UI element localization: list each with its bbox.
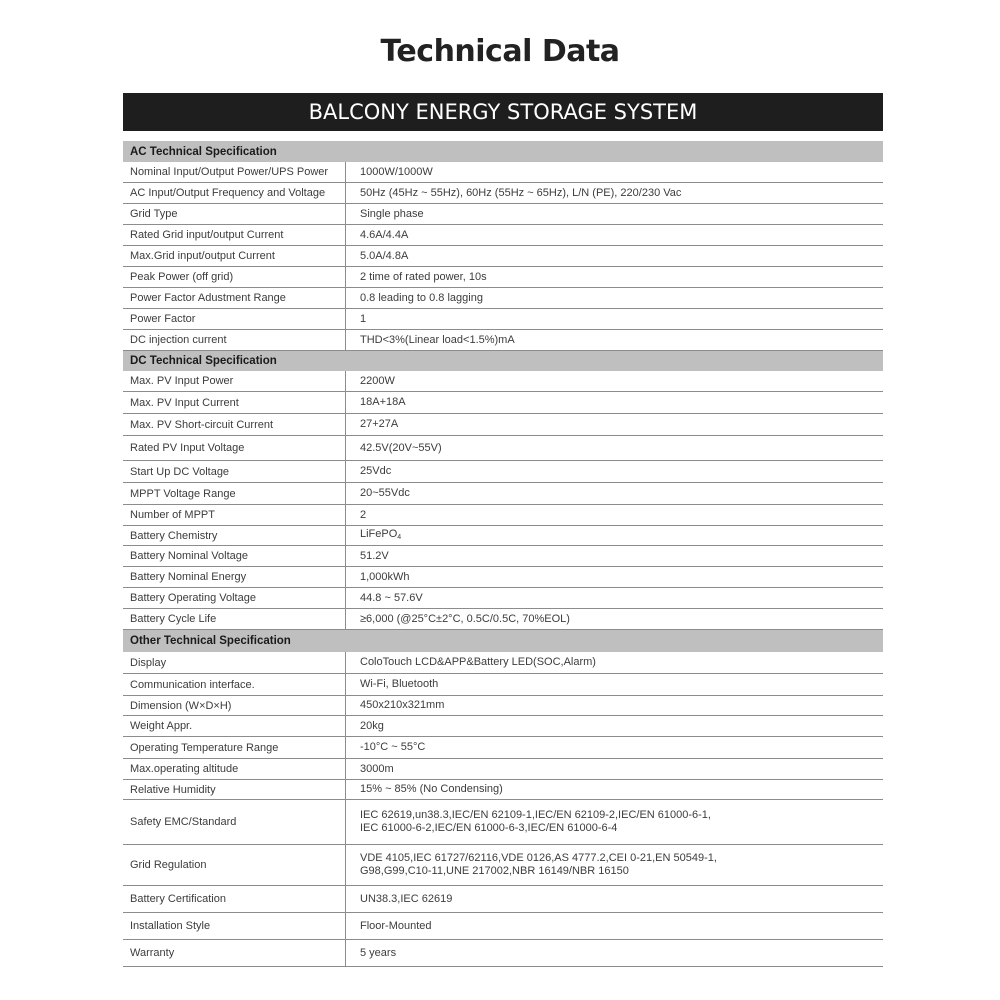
spec-value (346, 334, 883, 347)
spec-label: Warranty (123, 940, 346, 966)
spec-value-line-2: G98,G99,C10-11,UNE 217002,NBR 16149/NBR 16150 (360, 865, 629, 877)
spec-label: Safety EMC/Standard (123, 800, 346, 844)
spec-value-text: 44.8 ~ 57.6V (360, 591, 423, 604)
spec-row (123, 461, 883, 483)
subscript: 4 (397, 533, 402, 541)
spec-row (123, 371, 883, 392)
spec-row (123, 780, 883, 800)
spec-label: Weight Appr. (123, 716, 346, 736)
spec-row (123, 716, 883, 737)
spec-value-text: IEC 62619,un38.3,IEC/EN 62109-1,IEC/EN 62109-2,IEC/EN 61000-6-1, (360, 809, 711, 821)
spec-label: Battery Cycle Life (123, 609, 346, 629)
spec-row (123, 267, 883, 288)
spec-row (123, 940, 883, 967)
spec-row (123, 246, 883, 267)
spec-value (346, 763, 883, 776)
spec-value (346, 809, 883, 835)
spec-label: Peak Power (off grid) (123, 267, 346, 287)
spec-row (123, 330, 883, 351)
spec-row (123, 674, 883, 696)
spec-value-text: ColoTouch LCD&APP&Battery LED(SOC,Alarm) (360, 656, 596, 668)
spec-value-text: 2 (360, 508, 367, 521)
spec-value-text: 0.8 leading to 0.8 lagging (360, 291, 483, 304)
spec-value (346, 418, 883, 431)
spec-value (346, 187, 883, 200)
spec-row (123, 309, 883, 330)
spec-value-text: 1000W/1000W (360, 165, 433, 178)
spec-table (123, 141, 883, 967)
spec-row (123, 886, 883, 913)
spec-row (123, 183, 883, 204)
spec-row (123, 609, 883, 630)
spec-label: Power Factor (123, 309, 346, 329)
spec-value (346, 571, 883, 584)
spec-row (123, 737, 883, 759)
spec-label: MPPT Voltage Range (123, 483, 346, 504)
spec-row (123, 759, 883, 780)
spec-label: Operating Temperature Range (123, 737, 346, 758)
spec-row (123, 845, 883, 886)
spec-value-text: 450x210x321mm (360, 699, 445, 711)
spec-label: Battery Nominal Energy (123, 567, 346, 587)
spec-value (346, 166, 883, 179)
spec-value-text: 3000m (360, 762, 394, 775)
spec-value (346, 783, 883, 796)
spec-value-text: Single phase (360, 207, 424, 220)
spec-value-text: 51.2V (360, 549, 389, 562)
spec-row (123, 225, 883, 246)
spec-value (346, 250, 883, 263)
spec-value-text: 5 years (360, 946, 397, 959)
section-heading: Other Technical Specification (123, 630, 883, 652)
spec-value-text: 1 (360, 312, 367, 325)
spec-value (346, 550, 883, 563)
spec-row (123, 483, 883, 505)
spec-label: Battery Operating Voltage (123, 588, 346, 608)
spec-label: Installation Style (123, 913, 346, 939)
spec-row (123, 588, 883, 609)
spec-value-text: ≥6,000 (@25°C±2°C, 0.5C/0.5C, 70%EOL) (360, 612, 570, 625)
spec-label: Number of MPPT (123, 505, 346, 525)
spec-row (123, 696, 883, 716)
spec-label: Grid Regulation (123, 845, 346, 885)
spec-row (123, 567, 883, 588)
spec-value (346, 720, 883, 733)
spec-value (346, 292, 883, 305)
spec-value (346, 947, 883, 960)
spec-value-line-2: IEC 61000-6-2,IEC/EN 61000-6-3,IEC/EN 61000-6-4 (360, 822, 618, 834)
page-title: Technical Data (380, 34, 620, 69)
spec-label: Relative Humidity (123, 780, 346, 799)
spec-value-text: 4.6A/4.4A (360, 228, 409, 241)
spec-value (346, 592, 883, 605)
spec-label: Start Up DC Voltage (123, 461, 346, 482)
spec-value-text: 25Vdc (360, 465, 392, 477)
spec-value-text: 15% ~ 85% (No Condensing) (360, 783, 503, 795)
spec-label: Rated PV Input Voltage (123, 436, 346, 460)
spec-value-text: Floor-Mounted (360, 919, 432, 932)
spec-value (346, 271, 883, 284)
spec-value-text: Wi-Fi, Bluetooth (360, 678, 439, 690)
spec-label: Battery Nominal Voltage (123, 546, 346, 566)
spec-value (346, 313, 883, 326)
spec-value-text: 20~55Vdc (360, 487, 410, 499)
spec-value (346, 699, 883, 712)
spec-value-text: 20kg (360, 719, 384, 732)
spec-value-text: 27+27A (360, 418, 399, 430)
spec-value (346, 442, 883, 455)
spec-label: Max. PV Input Current (123, 392, 346, 413)
spec-row (123, 414, 883, 436)
spec-label: Nominal Input/Output Power/UPS Power (123, 162, 346, 182)
spec-label: Battery Chemistry (123, 526, 346, 545)
spec-label: AC Input/Output Frequency and Voltage (123, 183, 346, 203)
spec-label: Grid Type (123, 204, 346, 224)
spec-value (346, 229, 883, 242)
spec-value (346, 509, 883, 522)
spec-value-text: 2 time of rated power, 10s (360, 270, 487, 283)
spec-row (123, 288, 883, 309)
spec-label: Max.Grid input/output Current (123, 246, 346, 266)
spec-row (123, 546, 883, 567)
spec-value (346, 678, 883, 691)
spec-value-text: 42.5V(20V~55V) (360, 441, 442, 454)
spec-value (346, 396, 883, 409)
spec-row (123, 913, 883, 940)
spec-label: Max.operating altitude (123, 759, 346, 779)
spec-row (123, 204, 883, 225)
spec-value (346, 613, 883, 626)
spec-value-text: 2200W (360, 374, 395, 387)
spec-value-text: 1,000kWh (360, 570, 410, 583)
spec-label: Communication interface. (123, 674, 346, 695)
spec-row (123, 505, 883, 526)
spec-label: Max. PV Short-circuit Current (123, 414, 346, 435)
spec-value-text: 18A+18A (360, 396, 406, 408)
spec-value (346, 741, 883, 754)
spec-label: Dimension (W×D×H) (123, 696, 346, 715)
spec-value-text: -10°C ~ 55°C (360, 741, 426, 753)
spec-value (346, 465, 883, 478)
spec-label: Power Factor Adustment Range (123, 288, 346, 308)
spec-value (346, 528, 883, 544)
spec-value (346, 852, 883, 878)
spec-value (346, 656, 883, 669)
product-banner: BALCONY ENERGY STORAGE SYSTEM (123, 93, 883, 131)
spec-value-text: LiFePO (360, 527, 398, 540)
spec-value (346, 893, 883, 906)
spec-value-text: 5.0A/4.8A (360, 249, 409, 262)
spec-row (123, 526, 883, 546)
spec-label: Display (123, 652, 346, 673)
spec-row (123, 162, 883, 183)
spec-label: Rated Grid input/output Current (123, 225, 346, 245)
spec-label: Max. PV Input Power (123, 371, 346, 391)
spec-label: Battery Certification (123, 886, 346, 912)
spec-value-text: 50Hz (45Hz ~ 55Hz), 60Hz (55Hz ~ 65Hz), L/N (PE), 220/230 Vac (360, 186, 682, 199)
spec-value (346, 375, 883, 388)
spec-value-text: VDE 4105,IEC 61727/62116,VDE 0126,AS 4777.2,CEI 0-21,EN 50549-1, (360, 852, 717, 864)
spec-row (123, 800, 883, 845)
spec-label: DC injection current (123, 330, 346, 350)
spec-value (346, 920, 883, 933)
spec-value (346, 208, 883, 221)
spec-row (123, 652, 883, 674)
section-heading: AC Technical Specification (123, 141, 883, 162)
section-heading: DC Technical Specification (123, 351, 883, 371)
spec-row (123, 436, 883, 461)
spec-value (346, 487, 883, 500)
spec-row (123, 392, 883, 414)
spec-value-text: THD<3%(Linear load<1.5%)mA (360, 333, 515, 346)
spec-value-text: UN38.3,IEC 62619 (360, 892, 453, 905)
